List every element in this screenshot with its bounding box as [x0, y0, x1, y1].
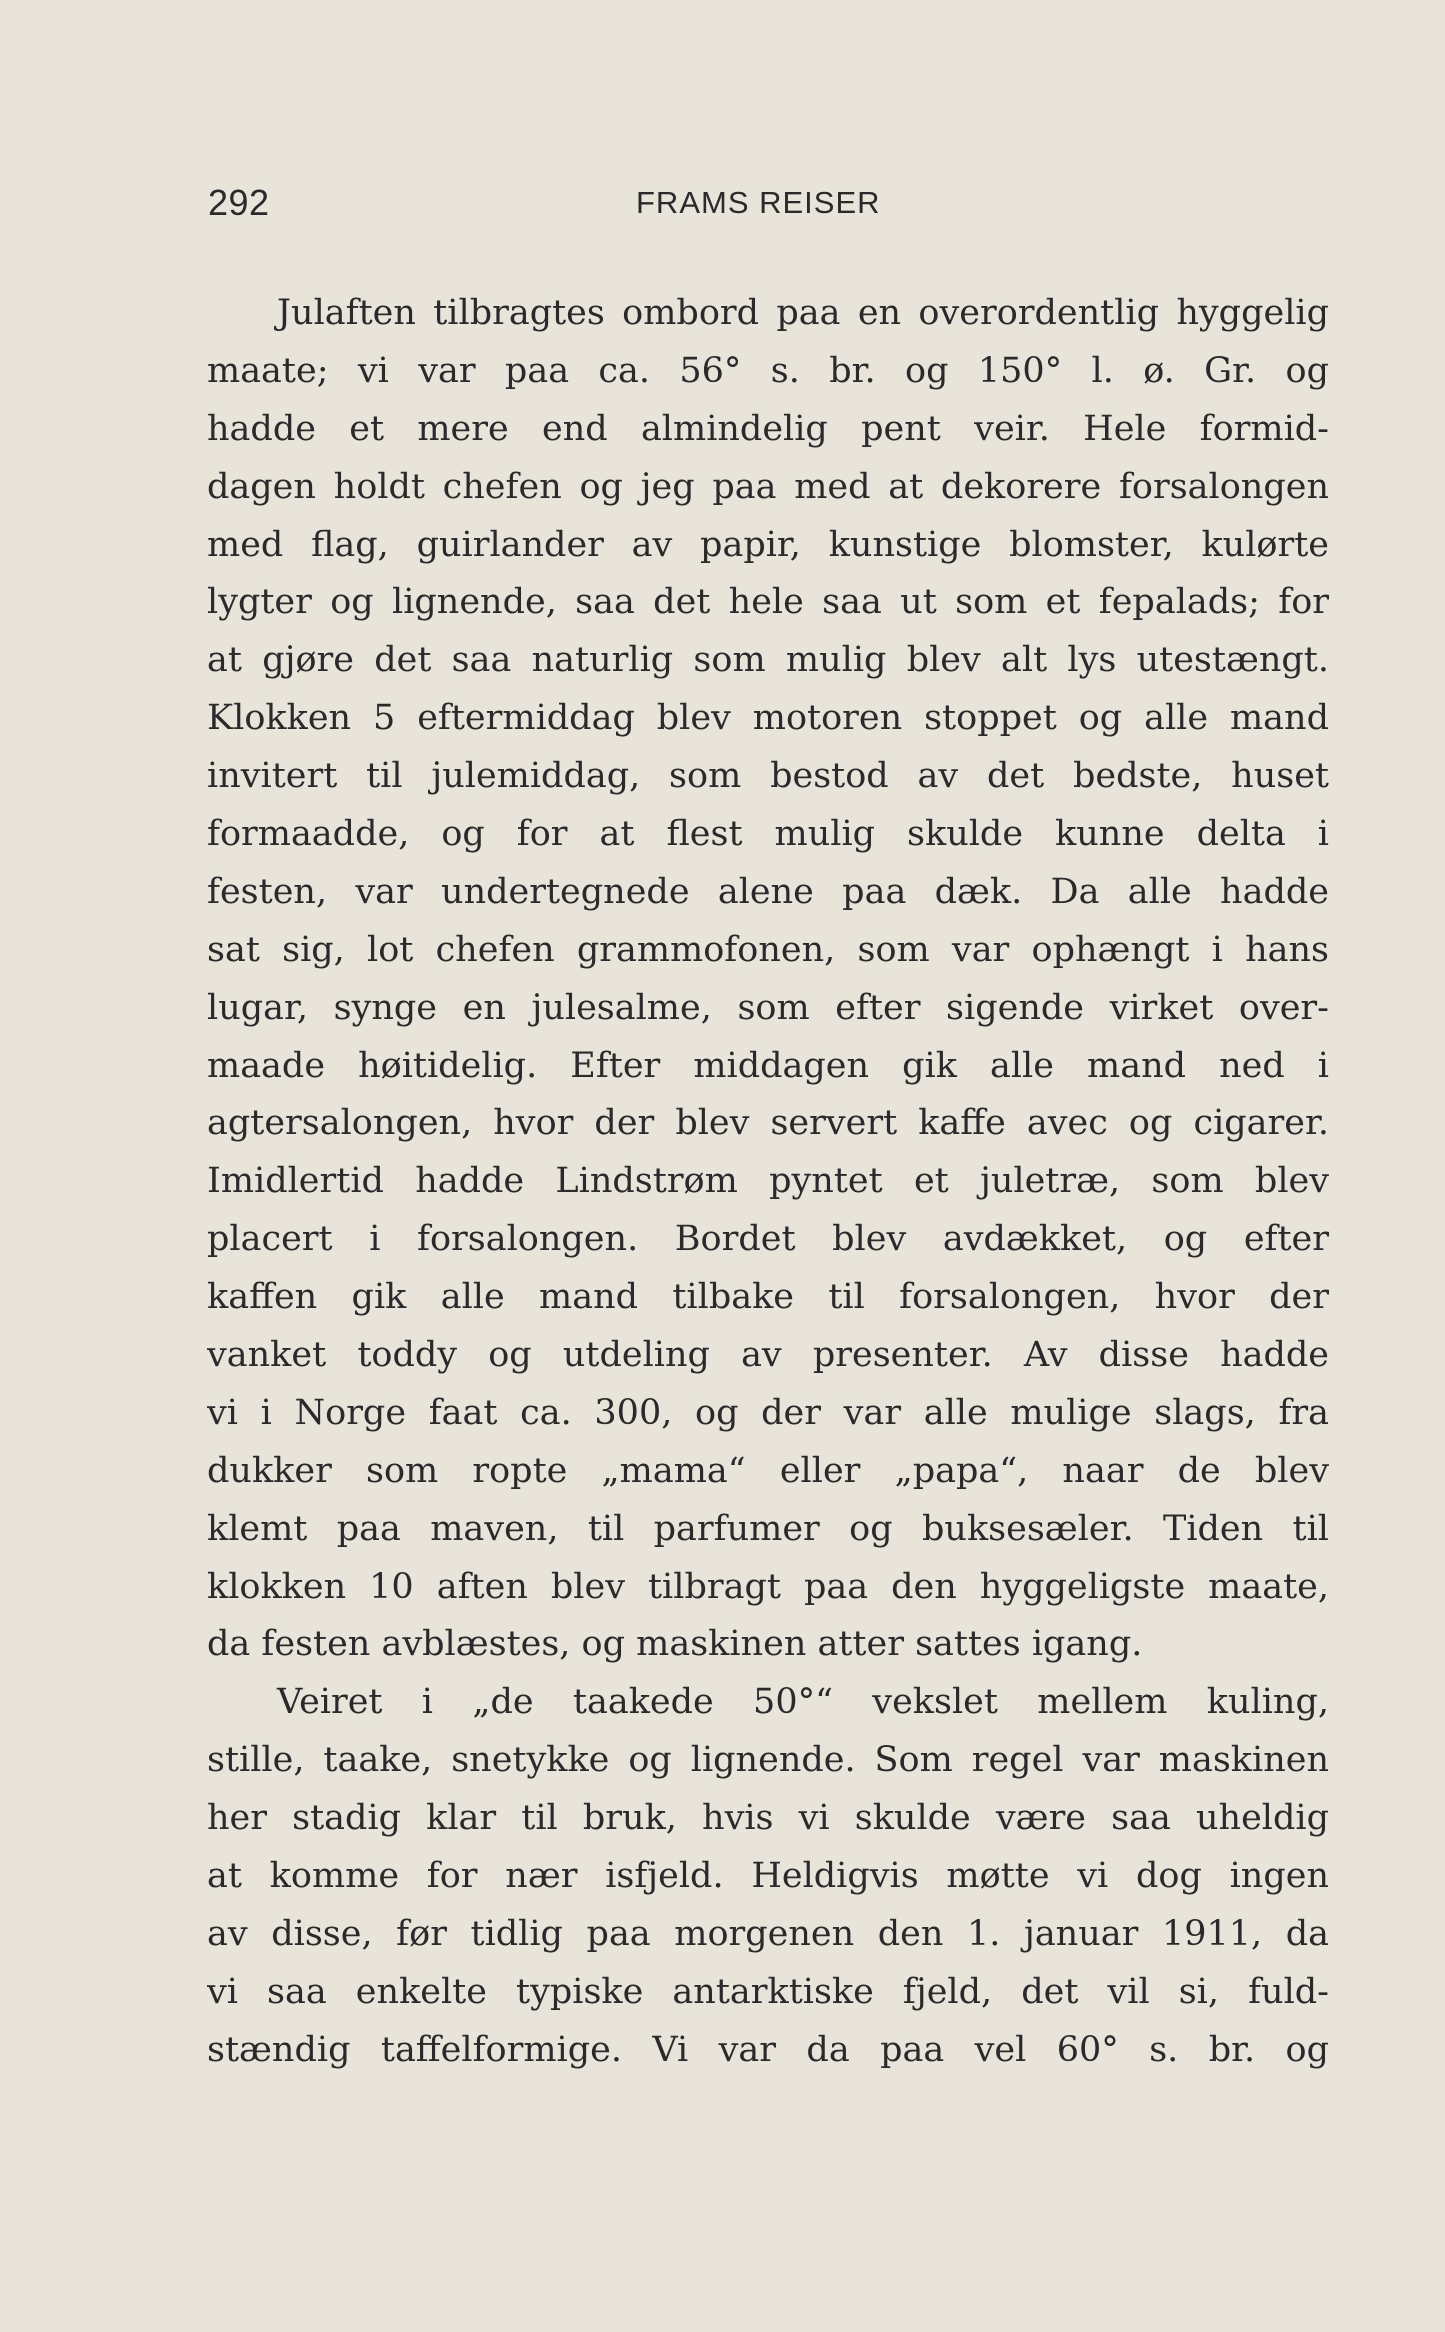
body-text	[207, 285, 1329, 2080]
text-line: klokken 10 aften blev tilbragt paa den hyggeligste maate,	[207, 1566, 1329, 1607]
text-line: festen, var undertegnede alene paa dæk. Da alle hadde	[207, 871, 1329, 912]
text-line: Klokken 5 eftermiddag blev motoren stoppet og alle mand	[207, 698, 1329, 739]
text-line: da festen avblæstes, og maskinen atter sattes igang.	[207, 1624, 1143, 1665]
text-line: placert i forsalongen. Bordet blev avdækket, og efter	[207, 1219, 1329, 1260]
text-line: klemt paa maven, til parfumer og buksesæler. Tiden til	[207, 1508, 1329, 1549]
text-line: maate; vi var paa ca. 56° s. br. og 150° l. ø. Gr. og	[207, 350, 1329, 391]
text-line: kaffen gik alle mand tilbake til forsalongen, hvor der	[207, 1277, 1329, 1318]
text-line: stille, taake, snetykke og lignende. Som regel var maskinen	[207, 1740, 1329, 1781]
text-line: Veiret i „de taakede 50°“ vekslet mellem kuling,	[277, 1682, 1329, 1723]
text-line: hadde et mere end almindelig pent veir. Hele formid-	[207, 408, 1329, 449]
text-line: dagen holdt chefen og jeg paa med at dekorere forsalongen	[207, 466, 1329, 507]
text-line: agtersalongen, hvor der blev servert kaffe avec og cigarer.	[207, 1103, 1329, 1144]
text-line: vanket toddy og utdeling av presenter. Av disse hadde	[207, 1335, 1329, 1376]
text-line: sat sig, lot chefen grammofonen, som var ophængt i hans	[207, 929, 1329, 970]
page-number: 292	[208, 182, 270, 223]
text-line: lygter og lignende, saa det hele saa ut som et fepalads; for	[207, 582, 1329, 623]
text-line: maade høitidelig. Efter middagen gik alle mand ned i	[207, 1045, 1329, 1086]
running-title: FRAMS REISER	[636, 185, 881, 220]
text-line: dukker som ropte „mama“ eller „papa“, naar de blev	[207, 1450, 1329, 1491]
text-line: vi i Norge faat ca. 300, og der var alle mulige slags, fra	[207, 1392, 1329, 1433]
text-line: Imidlertid hadde Lindstrøm pyntet et juletræ, som blev	[207, 1161, 1329, 1202]
text-line: at gjøre det saa naturlig som mulig blev alt lys utestængt.	[207, 640, 1329, 681]
text-line: vi saa enkelte typiske antarktiske fjeld, det vil si, fuld-	[207, 1971, 1329, 2012]
text-line: med flag, guirlander av papir, kunstige blomster, kulørte	[207, 524, 1329, 565]
page-header	[208, 182, 1328, 232]
text-line: lugar, synge en julesalme, som efter sigende virket over-	[207, 987, 1329, 1028]
text-line: Julaften tilbragtes ombord paa en overordentlig hyggelig	[277, 293, 1329, 333]
text-line: av disse, før tidlig paa morgenen den 1. januar 1911, da	[207, 1913, 1329, 1954]
text-line: formaadde, og for at flest mulig skulde kunne delta i	[207, 814, 1329, 855]
text-line: invitert til julemiddag, som bestod av det bedste, huset	[207, 756, 1329, 797]
text-line: her stadig klar til bruk, hvis vi skulde være saa uheldig	[207, 1798, 1329, 1839]
text-line: stændig taffelformige. Vi var da paa vel 60° s. br. og	[207, 2029, 1329, 2070]
text-line: at komme for nær isfjeld. Heldigvis møtte vi dog ingen	[207, 1856, 1329, 1897]
